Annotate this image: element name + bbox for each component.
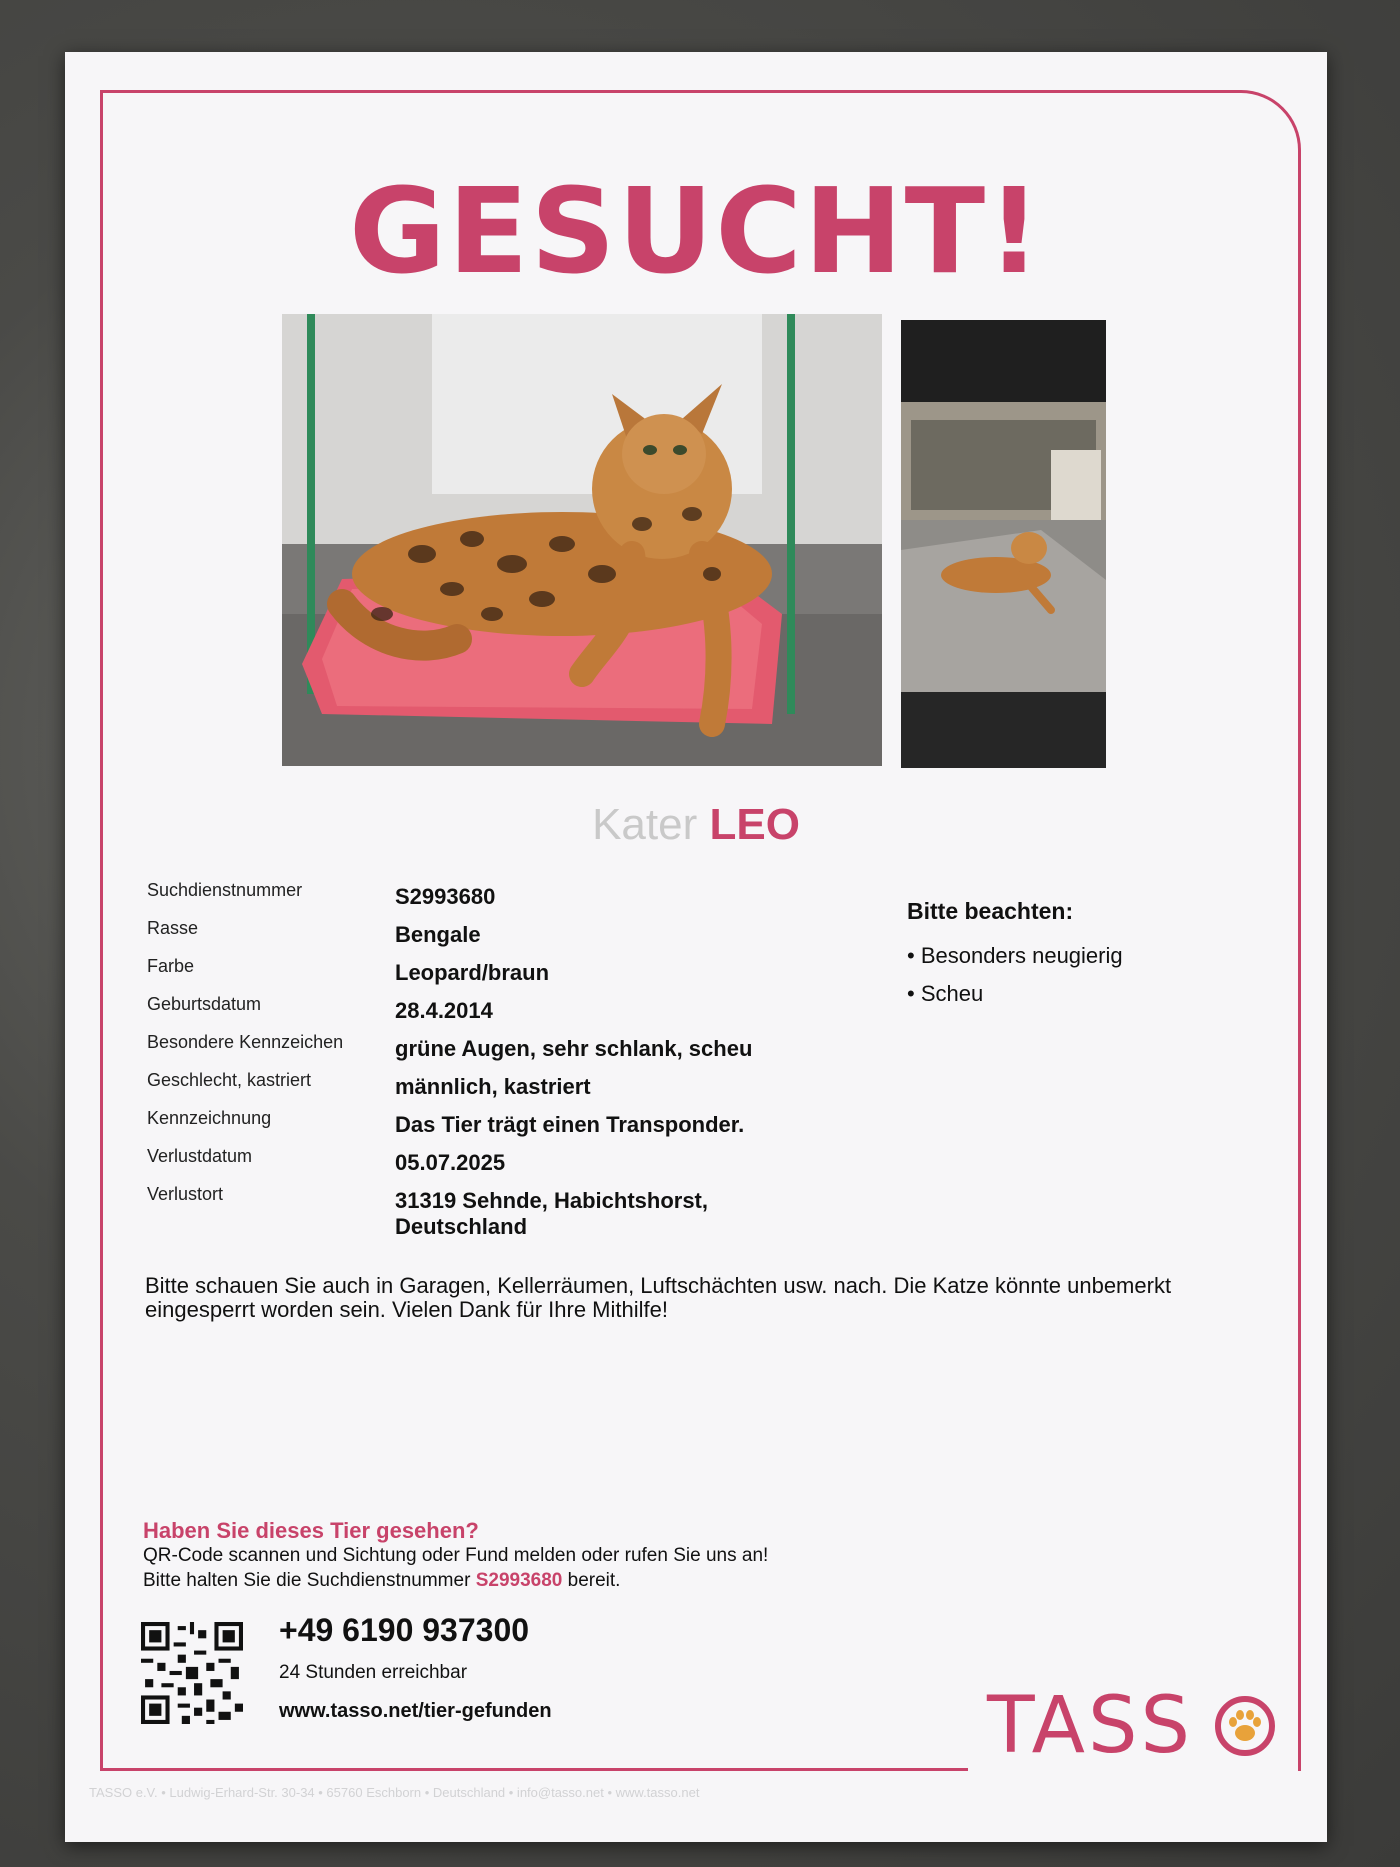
contact-phone[interactable]: +49 6190 937300 (279, 1612, 530, 1648)
qr-code-icon[interactable] (141, 1622, 243, 1724)
cat-photo-main (282, 314, 882, 766)
help-line-2 (143, 1570, 620, 1592)
fact-label: Verlustdatum (147, 1146, 253, 1166)
fact-label: Geschlecht, kastriert (147, 1070, 312, 1090)
fact-value: grüne Augen, sehr schlank, scheu (395, 1036, 753, 1061)
flyer-border-bottom (100, 1768, 968, 1771)
fact-label: Suchdienstnummer (147, 880, 303, 900)
flyer-title: GESUCHT! (349, 162, 1043, 300)
fact-label: Geburtsdatum (147, 994, 262, 1014)
contact-hours: 24 Stunden erreichbar (279, 1662, 468, 1683)
fact-value: Bengale (395, 922, 481, 947)
help-line-2-prefix: Bitte halten Sie die Suchdienstnummer (143, 1570, 471, 1591)
cat-name-main: LEO (709, 800, 800, 849)
fact-label: Farbe (147, 956, 195, 976)
fact-value: Das Tier trägt einen Transponder. (395, 1112, 745, 1137)
fact-label: Besondere Kennzeichen (147, 1032, 344, 1052)
fact-value: männlich, kastriert (395, 1074, 591, 1099)
help-line-1: QR-Code scannen und Sichtung oder Fund melden oder rufen Sie uns an! (143, 1545, 769, 1566)
flyer-sheet (65, 52, 1327, 1842)
paw-icon (1213, 1694, 1277, 1758)
cat-photo-side-image (901, 320, 1106, 768)
fact-value: 28.4.2014 (395, 998, 493, 1023)
tasso-logo-text: TASS (987, 1681, 1193, 1771)
cat-name-prefix: Kater (592, 800, 698, 849)
fact-value: 31319 Sehnde, Habichtshorst, (395, 1188, 708, 1213)
cat-photo-side (901, 320, 1106, 768)
footer-address: TASSO e.V. • Ludwig-Erhard-Str. 30-34 • 65760 Eschborn • Deutschland • info@tasso.net • www.tasso.net (89, 1785, 700, 1800)
fact-value: Leopard/braun (395, 960, 550, 985)
fact-label: Kennzeichnung (147, 1108, 272, 1128)
note-box (907, 898, 1123, 1019)
note-title: Bitte beachten: (907, 898, 1074, 924)
cat-photo-main-image (282, 314, 882, 766)
fact-label: Rasse (147, 918, 199, 938)
fact-value-continued: Deutschland (395, 1214, 528, 1239)
contact-website[interactable]: www.tasso.net/tier-gefunden (279, 1700, 552, 1722)
help-title: Haben Sie dieses Tier gesehen? (143, 1518, 479, 1543)
fact-value: 05.07.2025 (395, 1150, 506, 1175)
help-search-number: S2993680 (475, 1570, 563, 1591)
fact-value: S2993680 (395, 884, 496, 909)
cat-name (65, 800, 1327, 850)
fact-label: Verlustort (147, 1184, 224, 1204)
help-line-2-suffix: bereit. (567, 1570, 621, 1591)
search-advice-paragraph: Bitte schauen Sie auch in Garagen, Kellerräumen, Luftschächten usw. nach. Die Katze könnte unbemerkt eingesperrt worden sein. Vielen Dank für Ihre Mithilfe! (145, 1273, 1172, 1322)
note-item: • Besonders neugierig (907, 943, 1123, 968)
note-item: • Scheu (907, 981, 984, 1006)
